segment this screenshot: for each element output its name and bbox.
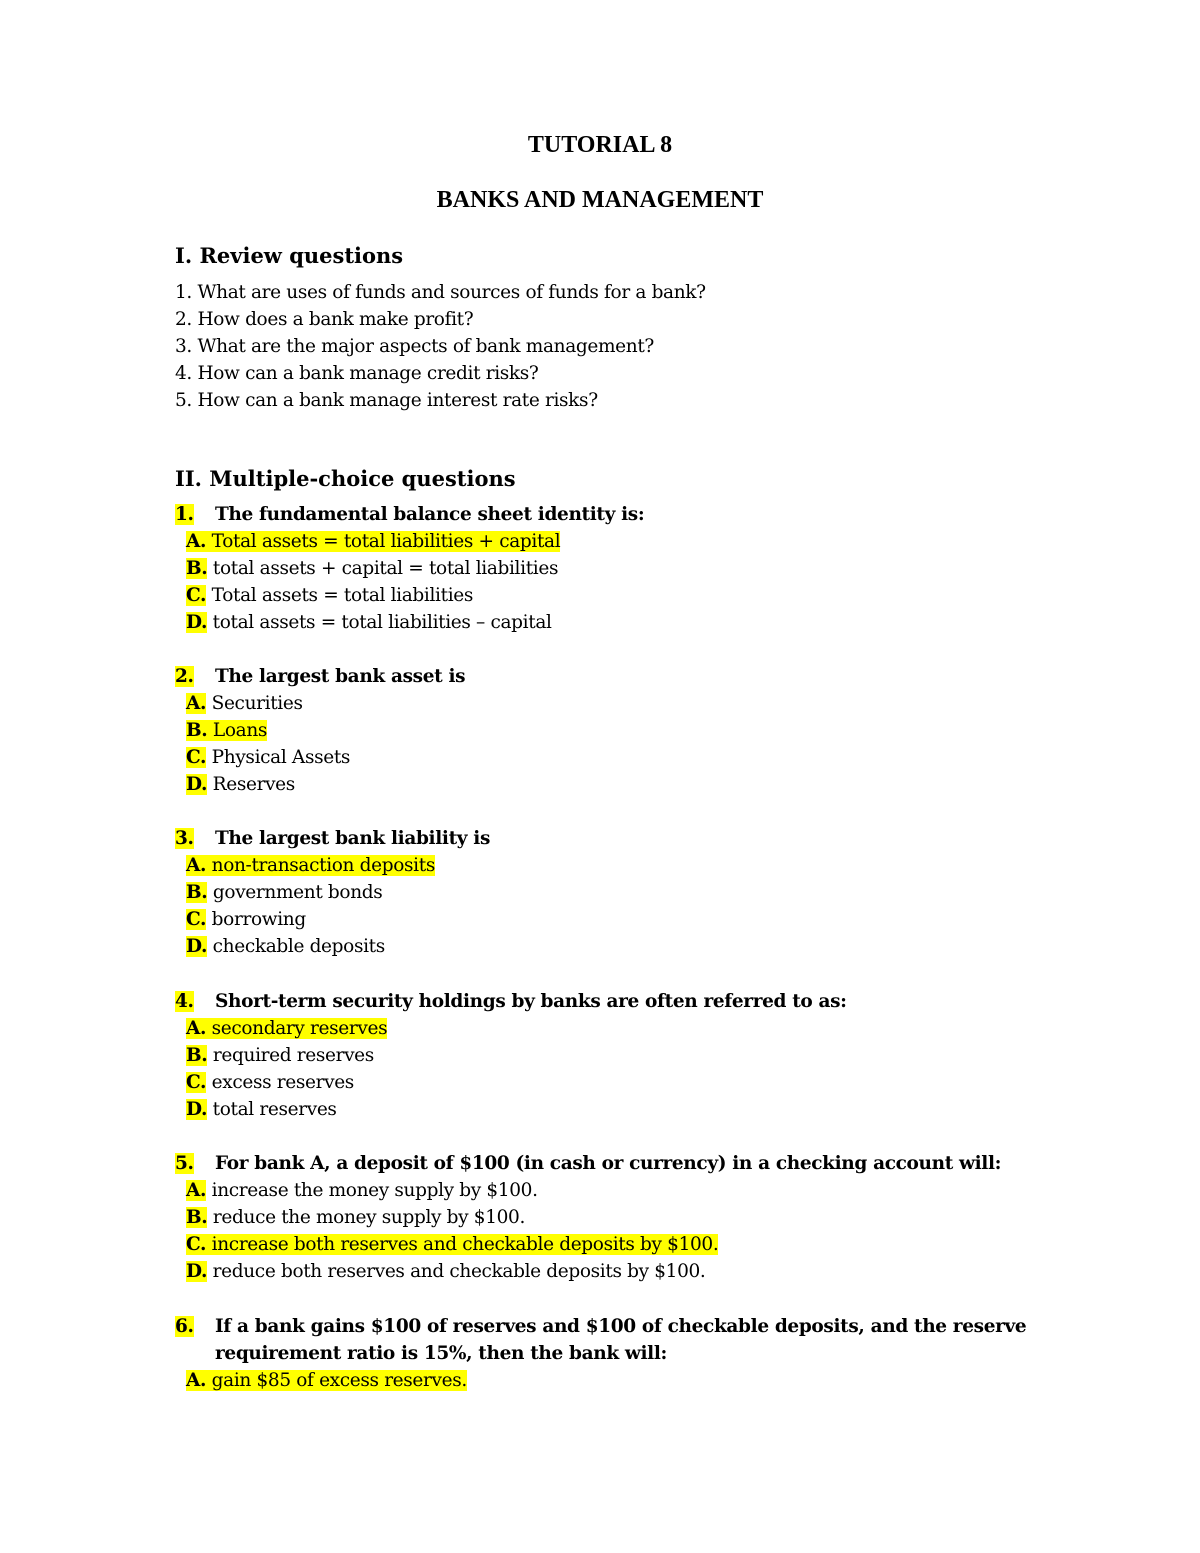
option-a: A. Securities [186, 693, 303, 714]
option-a: A. non-transaction deposits [186, 855, 435, 876]
option-b: B. government bonds [186, 882, 383, 903]
mcq-question-6 [175, 1313, 1055, 1394]
mcq-section-heading: II. Multiple-choice questions [175, 466, 516, 491]
option-b: B. required reserves [186, 1045, 374, 1066]
question-number: 2. [175, 666, 194, 687]
question-number: 3. [175, 828, 194, 849]
option-b: B. reduce the money supply by $100. [186, 1207, 525, 1228]
mcq-question-1 [175, 501, 1055, 636]
option-b: B. Loans [186, 720, 268, 741]
review-question: 1. What are uses of funds and sources of funds for a bank? [175, 282, 706, 303]
option-d: D. reduce both reserves and checkable deposits by $100. [186, 1261, 706, 1282]
option-d: D. total reserves [186, 1099, 337, 1120]
document-subtitle: BANKS AND MANAGEMENT [436, 187, 764, 213]
mcq-question-5 [175, 1150, 1055, 1285]
question-text: The largest bank liability is [215, 828, 491, 849]
option-c: C. borrowing [186, 909, 306, 930]
document-title: TUTORIAL 8 [527, 132, 673, 158]
option-d: D. checkable deposits [186, 936, 385, 957]
option-a: A. increase the money supply by $100. [186, 1180, 538, 1201]
option-d: D. Reserves [186, 774, 295, 795]
review-question-list [175, 279, 706, 414]
option-a: A. gain $85 of excess reserves. [186, 1370, 467, 1391]
review-question: 3. What are the major aspects of bank management? [175, 336, 654, 357]
question-text: The fundamental balance sheet identity is: [215, 504, 645, 525]
review-section-heading: I. Review questions [175, 243, 404, 268]
option-b: B. total assets + capital = total liabilities [186, 558, 559, 579]
question-number: 1. [175, 504, 194, 525]
review-question: 5. How can a bank manage interest rate risks? [175, 390, 598, 411]
option-a: A. secondary reserves [186, 1018, 388, 1039]
mcq-question-2 [175, 663, 1055, 798]
option-d: D. total assets = total liabilities – capital [186, 612, 552, 633]
question-text: If a bank gains $100 of reserves and $100 of checkable deposits, and the reserve requirement ratio is 15%, then the bank will: [215, 1316, 1027, 1364]
mcq-question-4 [175, 988, 1055, 1123]
review-question: 2. How does a bank make profit? [175, 309, 474, 330]
option-c: C. excess reserves [186, 1072, 354, 1093]
option-c: C. Physical Assets [186, 747, 351, 768]
option-a: A. Total assets = total liabilities + capital [186, 531, 561, 552]
question-text: Short-term security holdings by banks are often referred to as: [215, 991, 847, 1012]
option-c: C. Total assets = total liabilities [186, 585, 474, 606]
question-number: 6. [175, 1316, 194, 1337]
option-c: C. increase both reserves and checkable deposits by $100. [186, 1234, 719, 1255]
question-number: 4. [175, 991, 194, 1012]
review-question: 4. How can a bank manage credit risks? [175, 363, 539, 384]
mcq-question-3 [175, 825, 1055, 960]
question-number: 5. [175, 1153, 194, 1174]
question-text: The largest bank asset is [215, 666, 466, 687]
question-text: For bank A, a deposit of $100 (in cash or currency) in a checking account will: [215, 1153, 1002, 1174]
